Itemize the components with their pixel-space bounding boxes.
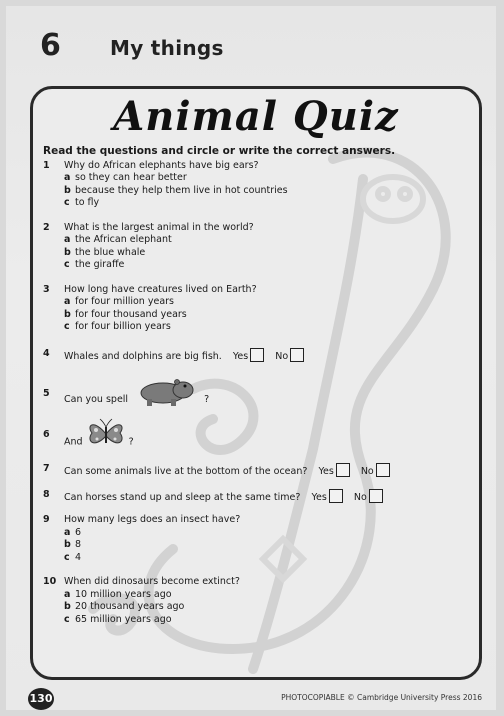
question-text: Can horses stand up and sleep at the same time? [64,491,301,503]
option-a[interactable] [64,234,473,247]
question-end: ? [128,436,134,448]
option-letter: c [64,197,70,208]
hippo-icon [131,377,195,422]
option-letter: c [64,259,70,270]
question-number: 8 [43,488,50,500]
option-text: because they help them live in hot countries [75,184,288,196]
option-b[interactable] [64,539,473,552]
page-number: 130 [28,688,54,710]
option-letter: c [64,551,70,563]
question-text: How many legs does an insect have? [64,514,241,525]
option-text: for four billion years [75,321,171,332]
question-3 [43,284,473,334]
option-c[interactable] [64,259,473,272]
question-end: ? [204,394,210,405]
question-text: Can you spell [64,394,129,405]
option-a[interactable] [64,296,473,309]
no-checkbox[interactable] [376,463,390,477]
option-a[interactable] [64,172,473,185]
option-text: so they can hear better [75,172,187,183]
option-text: 20 thousand years ago [75,601,185,612]
question-text: And [64,436,83,448]
question-text: Whales and dolphins are big fish. [64,350,222,362]
question-text: When did dinosaurs become extinct? [64,576,240,587]
option-letter: b [64,539,71,550]
no-label: No [353,491,367,503]
quiz-content [43,145,473,626]
option-a[interactable] [64,527,473,540]
option-b[interactable] [64,601,473,614]
question-number: 5 [43,388,50,399]
option-a[interactable] [64,589,473,602]
question-number: 3 [43,283,50,295]
question-7 [43,463,473,479]
option-letter: a [64,588,71,600]
question-text: What is the largest animal in the world? [64,221,254,233]
instructions: Read the questions and circle or write the correct answers. [43,145,396,157]
no-option [354,489,383,505]
option-text: 8 [75,539,82,550]
option-c[interactable] [64,614,473,627]
option-text: 4 [75,551,82,563]
question-2 [43,222,473,272]
option-b[interactable] [64,247,473,260]
option-letter: c [64,321,70,332]
question-number: 7 [43,463,50,474]
option-text: for four thousand years [75,308,187,320]
yes-checkbox[interactable] [336,463,350,477]
option-text: the blue whale [75,246,146,258]
question-1 [43,160,473,210]
copyright-notice: PHOTOCOPIABLE © Cambridge University Press 2016 [281,693,482,702]
no-checkbox[interactable] [290,348,304,362]
question-5 [43,377,473,411]
question-number: 4 [43,347,50,359]
option-c[interactable] [64,197,473,210]
question-number: 6 [43,429,50,440]
question-number: 1 [43,159,50,171]
option-text: for four million years [75,296,174,307]
option-letter: c [64,613,70,625]
yes-checkbox[interactable] [329,489,343,503]
question-number: 2 [43,221,50,233]
question-text: Can some animals live at the bottom of the ocean? [64,466,308,477]
option-text: 65 million years ago [75,613,172,625]
butterfly-icon [86,417,126,467]
no-checkbox[interactable] [369,489,383,503]
option-letter: a [64,296,71,307]
question-6 [43,417,473,453]
option-text: to fly [75,197,100,208]
option-letter: b [64,308,71,320]
question-text: How long have creatures lived on Earth? [64,283,257,295]
option-text: the African elephant [75,234,172,245]
yes-label: Yes [311,491,327,503]
option-letter: a [64,234,71,245]
yes-label: Yes [318,466,334,477]
option-c[interactable] [64,321,473,334]
option-letter: b [64,184,71,196]
option-b[interactable] [64,185,473,198]
question-10 [43,576,473,626]
option-letter: b [64,601,71,612]
worksheet-page [6,6,496,710]
quiz-frame [30,86,482,680]
option-c[interactable] [64,552,473,565]
yes-option [233,348,264,364]
option-text: 10 million years ago [75,588,172,600]
option-text: the giraffe [75,259,125,270]
question-9 [43,514,473,564]
question-text: Why do African elephants have big ears? [64,159,259,171]
no-label: No [360,466,374,477]
option-letter: a [64,172,71,183]
yes-option [311,489,342,505]
unit-title: My things [110,36,224,60]
yes-checkbox[interactable] [250,348,264,362]
question-4 [43,348,473,364]
yes-label: Yes [232,350,249,362]
question-8 [43,489,473,505]
no-option [275,348,304,364]
question-number: 10 [43,576,57,587]
yes-option [318,463,349,479]
option-letter: b [64,246,71,258]
option-text: 6 [75,526,82,538]
option-b[interactable] [64,309,473,322]
unit-number: 6 [40,28,61,63]
no-option [361,463,390,479]
option-letter: a [64,526,71,538]
no-label: No [275,350,289,362]
quiz-title: Animal Quiz [113,93,399,140]
question-number: 9 [43,514,50,525]
